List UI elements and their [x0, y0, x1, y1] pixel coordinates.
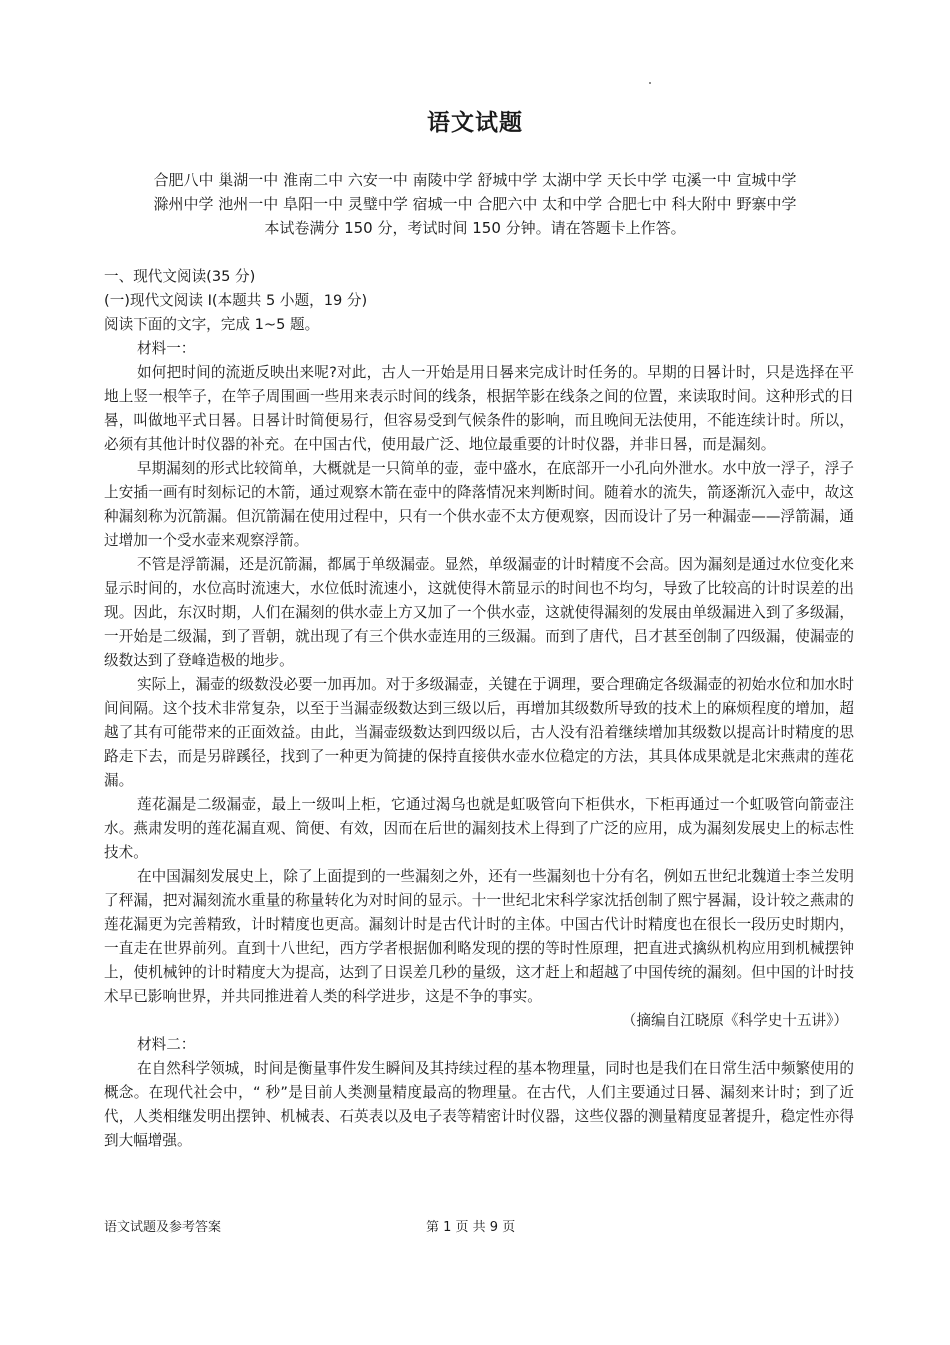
material-1-paragraph-4: 实际上，漏壶的级数没必要一加再加。对于多级漏壶，关键在于调理，要合理确定各级漏壶的初始水位和加水时间间隔。这个技术非常复杂，以至于当漏壶级数达到三级以后，再增加其级数所导致的技术上的麻烦程度的增加，超越了其有可能带来的正面效益。由此，当漏壶级数达到四级以后，古人没有沿着继续增加其级数以提高计时精度的思路走下去，而是另辟蹊径，找到了一种更为简捷的保持直接供水壶水位稳定的方法，其具体成果就是北宋燕肃的莲花漏。: [104, 676, 854, 789]
material-2-label: 材料二：: [137, 1036, 196, 1053]
material-1-label: 材料一：: [137, 340, 196, 357]
schools-line-1: 合肥八中 巢湖一中 淮南二中 六安一中 南陵中学 舒城中学 太湖中学 天长中学 屯溪一中 宣城中学: [153, 171, 797, 189]
material-1-paragraph-1: 如何把时间的流逝反映出来呢?对此，古人一开始是用日晷来完成计时任务的。早期的日晷计时，只是选择在平地上竖一根竿子，在竿子周围画一些用来表示时间的线条，根据竿影在线条之间的位置，来读取时间。这种形式的日晷，叫做地平式日晷。日晷计时简便易行，但容易受到气候条件的影响，而且晚间无法使用，不能连续计时。所以，必须有其他计时仪器的补充。在中国古代，使用最广泛、地位最重要的计时仪器，并非日晷，而是漏刻。: [104, 364, 854, 453]
schools-line-2: 滁州中学 池州一中 阜阳一中 灵璧中学 宿城一中 合肥六中 太和中学 合肥七中 科大附中 野寨中学: [153, 195, 797, 213]
exam-info: 本试卷满分 150 分，考试时间 150 分钟。请在答题卡上作答。: [264, 219, 686, 237]
material-1-paragraph-3: 不管是浮箭漏，还是沉箭漏，都属于单级漏壶。显然，单级漏壶的计时精度不会高。因为漏刻是通过水位变化来显示时间的，水位高时流速大，水位低时流速小，这就使得木箭显示的时间也不均匀，导致了比较高的计时误差的出现。因此，东汉时期，人们在漏刻的供水壶上方又加了一个供水壶，这就使得漏刻的发展由单级漏进入到了多级漏，一开始是二级漏，到了晋朝，就出现了有三个供水壶连用的三级漏。而到了唐代，吕才甚至创制了四级漏，使漏壶的级数达到了登峰造极的地步。: [104, 556, 854, 669]
material-1-source: （摘编自江晓原《科学史十五讲》）: [621, 1012, 848, 1029]
subsection-heading: (一)现代文阅读 I(本题共 5 小题，19 分): [104, 292, 368, 309]
material-1-paragraph-6: 在中国漏刻发展史上，除了上面提到的一些漏刻之外，还有一些漏刻也十分有名，例如五世纪北魏道士李兰发明了秤漏，把对漏刻流水重量的称量转化为对时间的显示。十一世纪北宋科学家沈括创制了熙宁晷漏，设计较之燕肃的莲花漏更为完善精致，计时精度也更高。漏刻计时是古代计时的主体。中国古代计时精度也在很长一段历史时期内，一直走在世界前列。直到十八世纪，西方学者根据伽利略发现的摆的等时性原理，把直进式擒纵机构应用到机械摆钟上，使机械钟的计时精度大为提高，达到了日误差几秒的量级，这才赶上和超越了中国传统的漏刻。但中国的计时技术早已影响世界，并共同推进着人类的科学进步，这是不争的事实。: [104, 868, 854, 1005]
scan-dot: [649, 82, 651, 84]
page-title: 语文试题: [427, 110, 523, 136]
instruction: 阅读下面的文字，完成 1~5 题。: [104, 316, 320, 333]
page-number: 第 1 页 共 9 页: [426, 1220, 516, 1235]
material-1-paragraph-5: 莲花漏是二级漏壶，最上一级叫上柜，它通过渴乌也就是虹吸管向下柜供水，下柜再通过一个虹吸管向箭壶注水。燕肃发明的莲花漏直观、简便、有效，因而在后世的漏刻技术上得到了广泛的应用，成为漏刻发展史上的标志性技术。: [104, 796, 854, 861]
material-1-paragraph-2: 早期漏刻的形式比较简单，大概就是一只简单的壶，壶中盛水，在底部开一小孔向外泄水。水中放一浮子，浮子上安插一画有时刻标记的木箭，通过观察木箭在壶中的降落情况来判断时间。随着水的流失，箭逐渐沉入壶中，故这种漏刻称为沉箭漏。但沉箭漏在使用过程中，只有一个供水壶不太方便观察，因而设计了另一种漏壶——浮箭漏，通过增加一个受水壶来观察浮箭。: [104, 460, 854, 549]
material-2-paragraph-1: 在自然科学领城，时间是衡量事件发生瞬间及其持续过程的基本物理量，同时也是我们在日常生活中频繁使用的概念。在现代社会中，“ 秒”是目前人类测量精度最高的物理量。在古代，人们主要通过日晷、漏刻来计时；到了近代，人类相继发明出摆钟、机械表、石英表以及电子表等精密计时仪器，这些仪器的测量精度显著提升，稳定性亦得到大幅增强。: [104, 1060, 854, 1149]
footer-title: 语文试题及参考答案: [104, 1220, 222, 1235]
document-body: [104, 265, 854, 1153]
section-heading: 一、现代文阅读(35 分): [104, 268, 256, 285]
